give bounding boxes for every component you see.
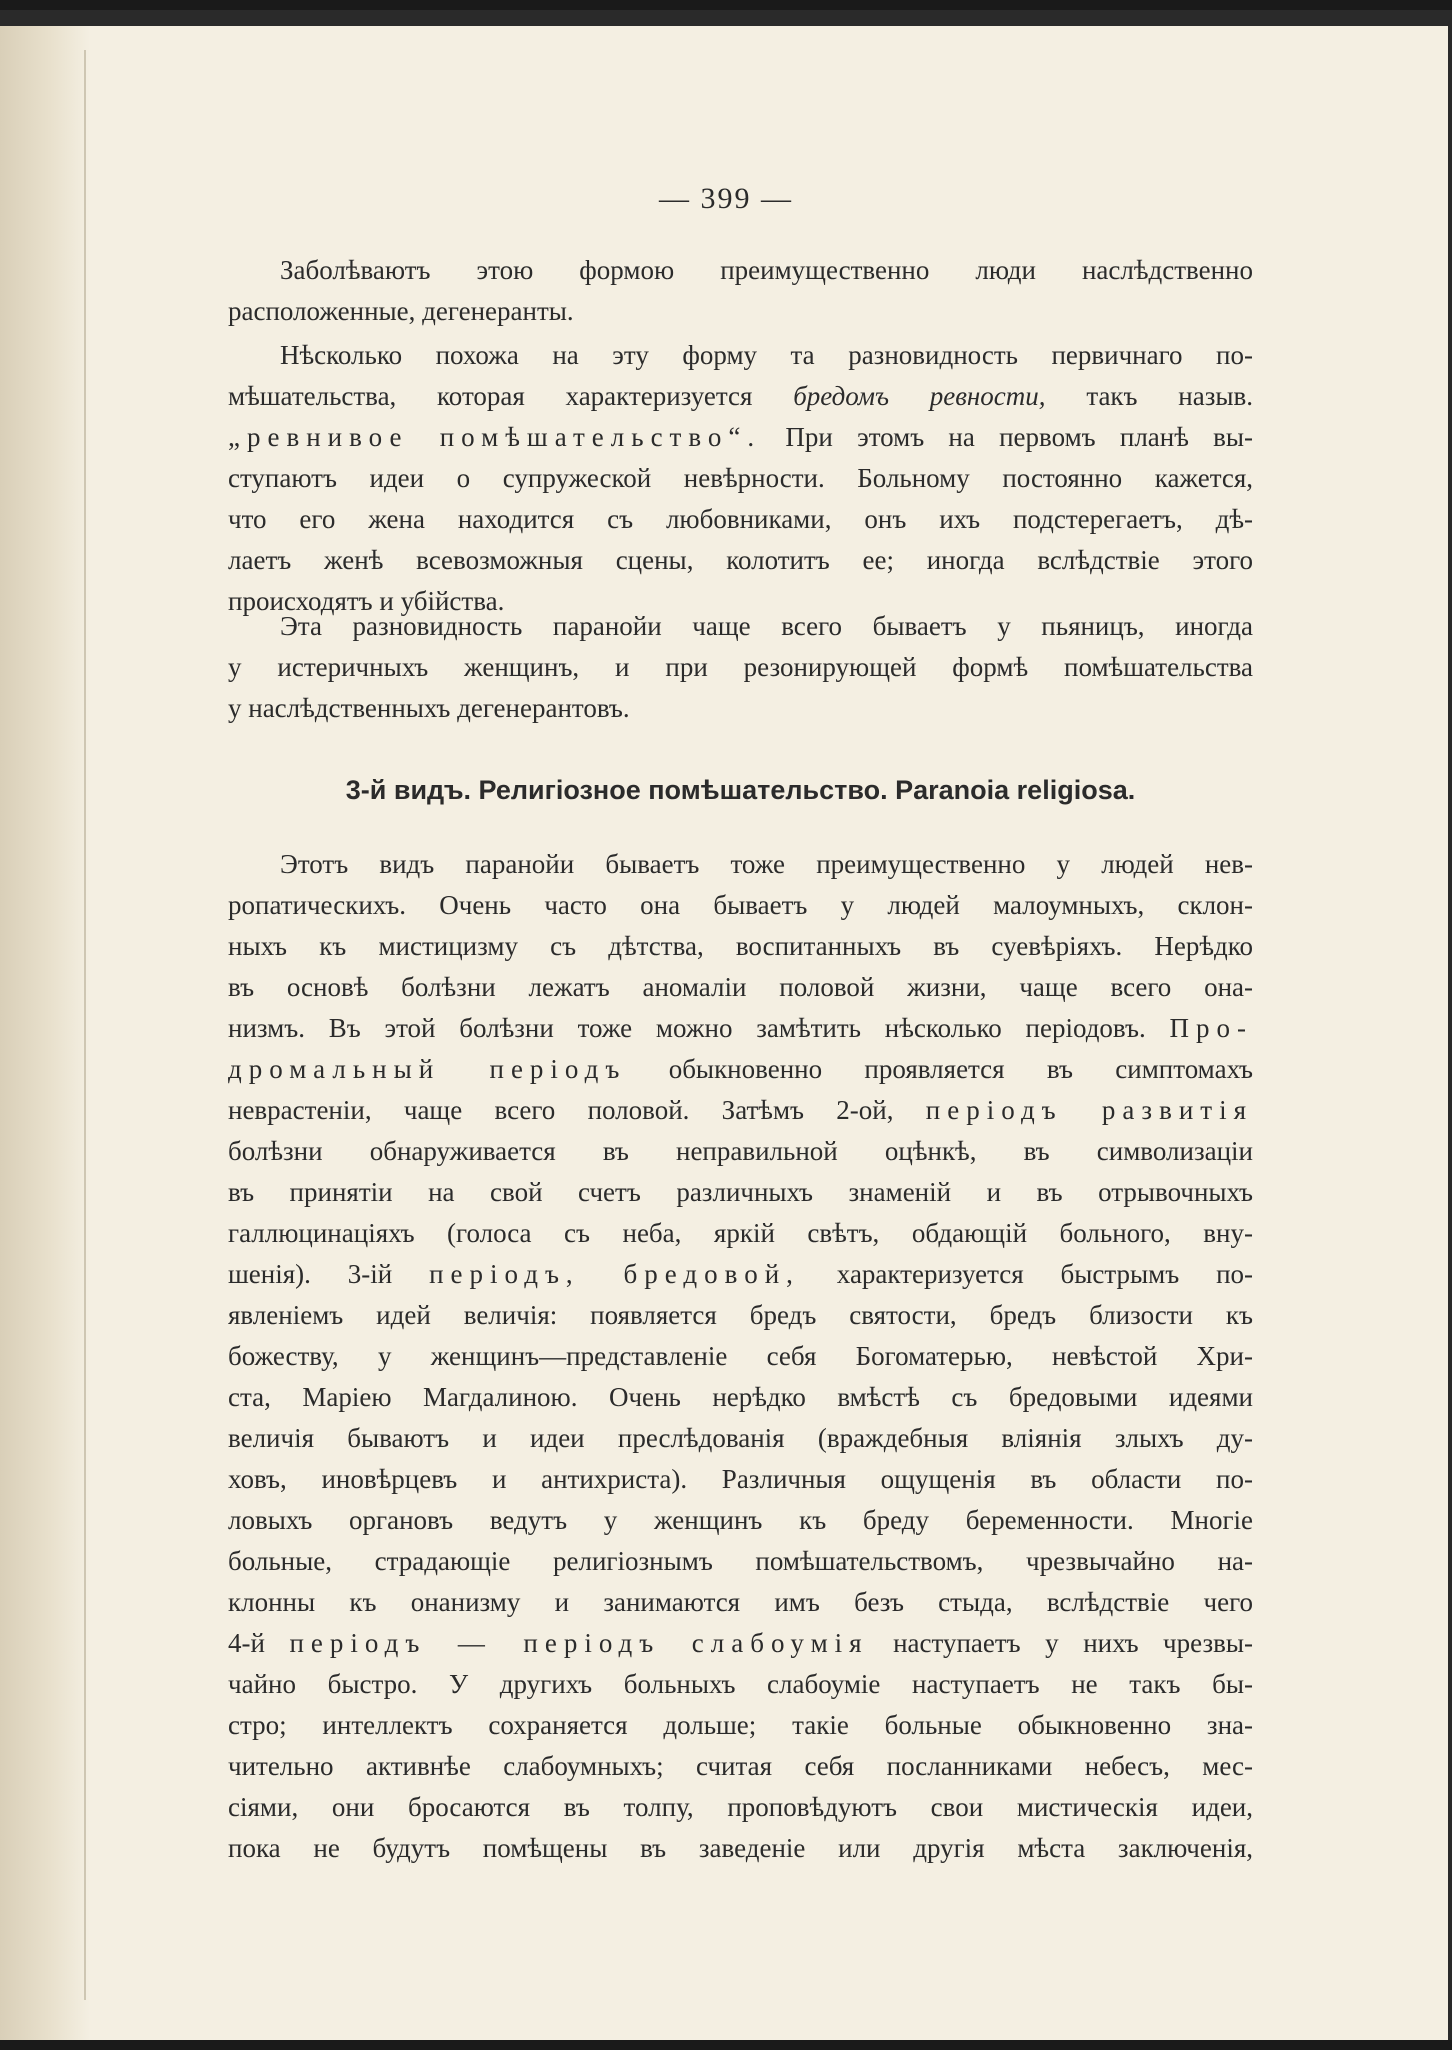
- text-line: расположенные, дегенеранты.: [228, 296, 574, 326]
- scan-right-edge: [1448, 10, 1452, 2040]
- text-line: ропатическихъ. Очень часто она бываетъ у людей малоумныхъ, склон-: [228, 890, 1253, 920]
- text-line: происходятъ и убійства.: [228, 586, 505, 616]
- text-line: [228, 1090, 1253, 1131]
- text-line: галлюцинаціяхъ (голоса съ неба, яркій свѣтъ, обдающій больного, вну-: [228, 1218, 1253, 1248]
- text-line: ловыхъ органовъ ведутъ у женщинъ къ бреду беременности. Многіе: [228, 1505, 1253, 1535]
- text-line: ныхъ къ мистицизму съ дѣтства, воспитанныхъ въ суевѣріяхъ. Нерѣдко: [228, 931, 1253, 961]
- text-line: Этотъ видъ паранойи бываетъ тоже преимущественно у людей нев-: [280, 849, 1253, 879]
- text-line: клонны къ онанизму и занимаются имъ безъ стыда, вслѣдствіе чего: [228, 1587, 1253, 1617]
- text-line: у наслѣдственныхъ дегенерантовъ.: [228, 693, 630, 723]
- text-line: ховъ, иновѣрцевъ и антихриста). Различныя ощущенія въ области по-: [228, 1464, 1253, 1494]
- text-line: лаетъ женѣ всевозможныя сцены, колотитъ ее; иногда вслѣдствіе этого: [228, 545, 1253, 575]
- paragraph-4: [228, 844, 1253, 1869]
- text-segment: неврастеніи, чаще всего половой. Затѣмъ 2-ой,: [228, 1095, 894, 1125]
- page-gutter: [0, 10, 90, 2040]
- text-line: [228, 1008, 1253, 1049]
- text-line: чайно быстро. У другихъ больныхъ слабоуміе наступаетъ не такъ бы-: [228, 1669, 1253, 1699]
- text-line: болѣзни обнаруживается въ неправильной оцѣнкѣ, въ символизаціи: [228, 1136, 1253, 1166]
- text-line: Заболѣваютъ этою формою преимущественно люди наслѣдственно: [280, 255, 1253, 285]
- binding-fold: [84, 50, 86, 2000]
- paragraph-1: [228, 250, 1253, 332]
- text-line: [228, 1254, 1253, 1295]
- italic-term: бредомъ ревности,: [793, 381, 1046, 411]
- text-line: [228, 376, 1253, 417]
- book-page: [0, 10, 1452, 2040]
- text-line: величія бываютъ и идеи преслѣдованія (враждебныя вліянія злыхъ ду-: [228, 1423, 1253, 1453]
- spaced-term: періодъ — періодъ слабоумія: [289, 1628, 869, 1658]
- text-segment: низмъ. Въ этой болѣзни тоже можно замѣтить нѣсколько періодовъ.: [228, 1013, 1146, 1043]
- paragraph-2: [228, 335, 1253, 622]
- spaced-term: Про-: [1169, 1013, 1253, 1043]
- text-line: стро; интеллектъ сохраняется дольше; такіе больные обыкновенно зна-: [228, 1710, 1253, 1740]
- page-number: — 399 —: [659, 182, 793, 215]
- text-line: явленіемъ идей величія: появляется бредъ святости, бредъ близости къ: [228, 1300, 1253, 1330]
- text-line: ступаютъ идеи о супружеской невѣрности. Больному постоянно кажется,: [228, 463, 1253, 493]
- text-segment: 4-й: [228, 1628, 265, 1658]
- spaced-term: періодъ, бредовой,: [429, 1259, 800, 1289]
- text-segment: шенія). 3-ій: [228, 1259, 393, 1289]
- text-line: [228, 417, 1253, 458]
- spaced-term: періодъ развитія: [925, 1095, 1253, 1125]
- text-line: ста, Маріею Магдалиною. Очень нерѣдко вмѣстѣ съ бредовыми идеями: [228, 1382, 1253, 1412]
- text-segment: При этомъ на первомъ планѣ вы-: [785, 422, 1254, 452]
- text-line: у истеричныхъ женщинъ, и при резонирующей формѣ помѣшательства: [228, 652, 1253, 682]
- text-line: въ основѣ болѣзни лежатъ аномаліи половой жизни, чаще всего она-: [228, 972, 1253, 1002]
- text-segment: характеризуется быстрымъ по-: [836, 1259, 1254, 1289]
- text-line: божеству, у женщинъ—представленіе себя Богоматерью, невѣстой Хри-: [228, 1341, 1253, 1371]
- spaced-term: дромальный періодъ: [228, 1054, 627, 1084]
- text-line: больные, страдающіе религіознымъ помѣшательствомъ, чрезвычайно на-: [228, 1546, 1253, 1576]
- text-line: пока не будутъ помѣщены въ заведеніе или другія мѣста заключенія,: [228, 1833, 1253, 1863]
- text-line: [228, 1049, 1253, 1090]
- text-segment: такъ назыв.: [1086, 381, 1253, 411]
- text-line: Эта разновидность паранойи чаще всего бываетъ у пьяницъ, иногда: [280, 611, 1253, 641]
- spaced-term: „ревнивое помѣшательство“.: [228, 422, 762, 452]
- text-segment: мѣшательства, которая характеризуется: [228, 381, 753, 411]
- scan-top-border: [0, 10, 1452, 26]
- text-line: Нѣсколько похожа на эту форму та разновидность первичнаго по-: [280, 340, 1253, 370]
- text-line: [228, 1623, 1253, 1664]
- paragraph-3: [228, 606, 1253, 729]
- section-heading: 3-й видъ. Религіозное помѣшательство. Paranoia religiosa.: [345, 775, 1136, 805]
- text-line: сіями, они бросаются въ толпу, проповѣдуютъ свои мистическія идеи,: [228, 1792, 1253, 1822]
- text-segment: обыкновенно проявляется въ симптомахъ: [668, 1054, 1253, 1084]
- text-line: что его жена находится съ любовниками, онъ ихъ подстерегаетъ, дѣ-: [228, 504, 1253, 534]
- text-segment: наступаетъ у нихъ чрезвы-: [893, 1628, 1253, 1658]
- text-line: чительно активнѣе слабоумныхъ; считая себя посланниками небесъ, мес-: [228, 1751, 1253, 1781]
- text-line: въ принятіи на свой счетъ различныхъ знаменій и въ отрывочныхъ: [228, 1177, 1253, 1207]
